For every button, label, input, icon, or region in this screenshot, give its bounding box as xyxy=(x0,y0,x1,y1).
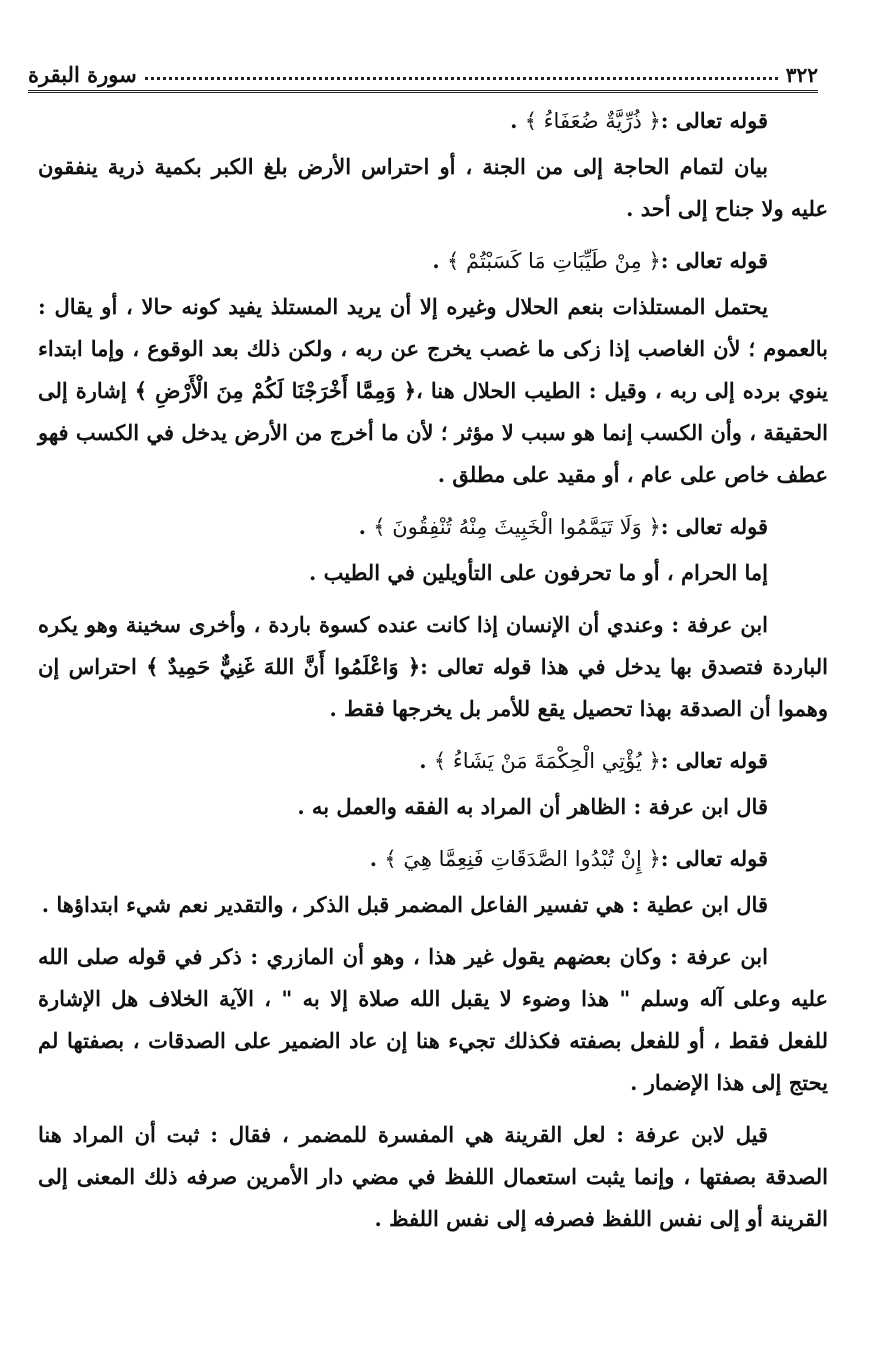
commentary-paragraph: يحتمل المستلذات بنعم الحلال وغيره إلا أن يريد المستلذ يفيد كونه حالا ، أو يقال : بالعموم ؛ لأن الغاصب إذا زكى ما غصب يخرج عن ربه ، ولكن ذلك بعد الوقوع ، وإما ابتداء ينوي برده إلى ربه ، وقيل : الطيب الحلال هنا ،﴿ وَمِمَّا أَخْرَجْنَا لَكُمْ مِنَ الْأَرْضِ ﴾ إشارة إلى الحقيقة ، وأن الكسب إنما هو سبب لا مؤثر ؛ لأن ما أخرج من الأرض يدخل في الكسب فهو عطف خاص على عام ، أو مقيد على مطلق . xyxy=(38,294,828,487)
verse-heading xyxy=(38,506,828,548)
commentary-paragraph: قال ابن عرفة : الظاهر أن المراد به الفقه والعمل به . xyxy=(297,794,768,819)
page-number: ٣٢٢ xyxy=(785,63,818,87)
quran-quote: ﴿ مِنْ طَيِّبَاتِ مَا كَسَبْتُمْ ﴾ xyxy=(446,249,661,273)
commentary-paragraph: ابن عرفة : وكان بعضهم يقول غير هذا ، وهو أن المازري : ذكر في قوله صلى الله عليه وعلى آله وسلم " هذا وضوء لا يقبل الله صلاة إلا به " ، الآية الخلاف هل الإشارة للفعل فقط ، أو للفعل بصفته فكذلك تجيء هنا إن عاد الضمير على الصدقات ، بصفتها لم يحتج إلى هذا الإضمار . xyxy=(38,944,828,1095)
verse-heading xyxy=(38,838,828,880)
page-body xyxy=(38,100,828,1250)
commentary-paragraph: قيل لابن عرفة : لعل القرينة هي المفسرة للمضمر ، فقال : ثبت أن المراد هنا الصدقة بصفتها ، وإنما يثبت استعمال اللفظ في مضي دار الأمرين صرفه ذلك المعنى إلى القرينة أو إلى نفس اللفظ فصرفه إلى نفس اللفظ . xyxy=(38,1122,828,1231)
verse-heading xyxy=(38,740,828,782)
verse-heading xyxy=(38,240,828,282)
verse-lead: قوله تعالى : xyxy=(660,748,768,773)
verse-tail: . xyxy=(510,108,525,133)
verse-tail: . xyxy=(432,248,447,273)
quran-quote: ﴿ يُؤْتِي الْحِكْمَةَ مَنْ يَشَاءُ ﴾ xyxy=(433,749,661,773)
quran-quote: ﴿ ذُرِّيَّةٌ ضُعَفَاءُ ﴾ xyxy=(524,109,661,133)
verse-tail: . xyxy=(419,748,434,773)
commentary-paragraph: ابن عرفة : وعندي أن الإنسان إذا كانت عنده كسوة باردة ، وأخرى سخينة وهو يكره الباردة فتصدق بها يدخل في هذا قوله تعالى :﴿ وَاعْلَمُوا أَنَّ اللهَ غَنِيٌّ حَمِيدٌ ﴾ احتراس إن وهموا أن الصدقة بهذا تحصيل يقع للأمر بل يخرجها فقط . xyxy=(38,612,828,721)
verse-heading xyxy=(38,100,828,142)
commentary-paragraph: إما الحرام ، أو ما تحرفون على التأويلين في الطيب . xyxy=(309,560,768,585)
quran-quote: ﴿ إِنْ تُبْدُوا الصَّدَقَاتِ فَنِعِمَّا هِيَ ﴾ xyxy=(384,847,661,871)
commentary-paragraph: بيان لتمام الحاجة إلى من الجنة ، أو احتراس الأرض بلغ الكبر بكمية ذرية ينفقون عليه ولا جناح إلى أحد . xyxy=(38,154,828,221)
surah-title: سورة البقرة xyxy=(28,62,137,87)
verse-lead: قوله تعالى : xyxy=(660,846,768,871)
page-header xyxy=(28,58,818,93)
quran-quote: ﴿ وَلَا تَيَمَّمُوا الْخَبِيثَ مِنْهُ تُنْفِقُونَ ﴾ xyxy=(373,515,661,539)
verse-lead: قوله تعالى : xyxy=(660,248,768,273)
verse-lead: قوله تعالى : xyxy=(660,108,768,133)
verse-tail: . xyxy=(358,514,374,539)
header-dotted-leader xyxy=(145,77,778,80)
verse-lead: قوله تعالى : xyxy=(660,514,768,539)
commentary-paragraph: قال ابن عطية : هي تفسير الفاعل المضمر قبل الذكر ، والتقدير نعم شيء ابتداؤها . xyxy=(41,892,768,917)
verse-tail: . xyxy=(369,846,385,871)
